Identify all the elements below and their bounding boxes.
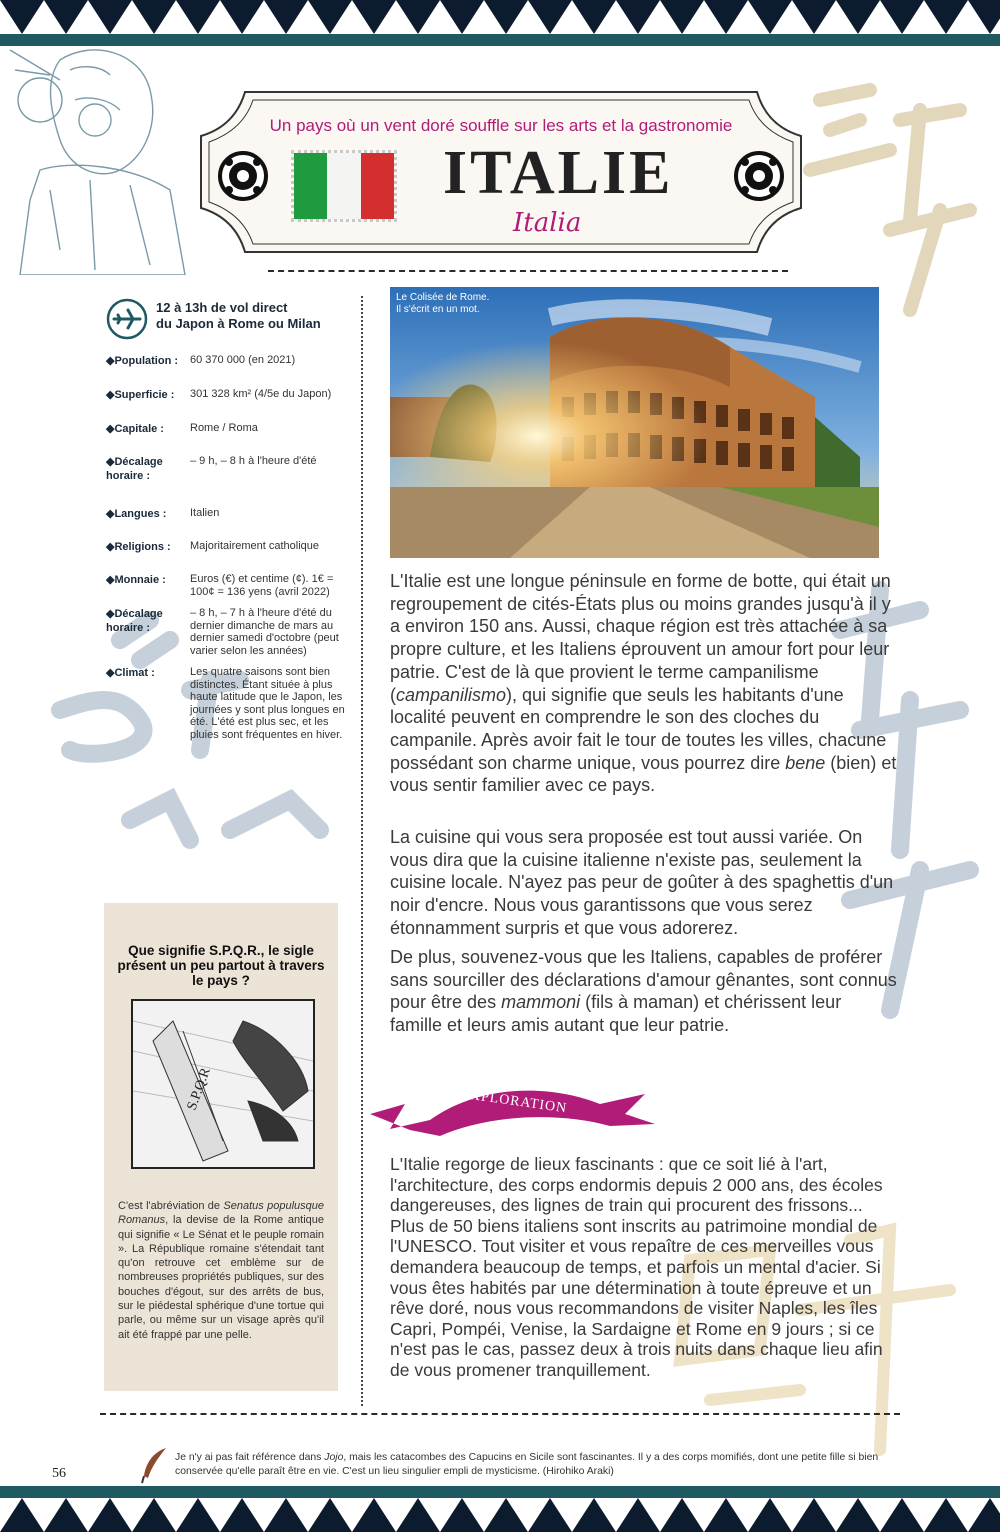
spqr-question: Que signifie S.P.Q.R., le sigle présent un peu partout à travers le pays ? [117, 943, 325, 988]
band-triangle [880, 0, 924, 34]
top-divider [268, 270, 788, 272]
paragraph-people [390, 946, 898, 1037]
band-triangle [440, 0, 484, 34]
quill-pen-icon [140, 1446, 170, 1484]
band-triangle [528, 1498, 572, 1532]
band-triangle [748, 0, 792, 34]
band-triangle [0, 1498, 44, 1532]
paragraph-geography [390, 570, 898, 797]
colosseum-image [390, 287, 879, 558]
photo-caption [396, 292, 489, 316]
photo-caption-line-1: Le Colisée de Rome. [396, 292, 490, 303]
page-title: ITALIE [443, 139, 674, 207]
band-triangle [308, 0, 352, 34]
band-triangle [440, 1498, 484, 1532]
fact-label: ◆Climat : [106, 667, 155, 679]
footnote-part: , mais les catacombes des Capucins en Sicile sont fascinantes. Il y a des corps momifiés, dont une petite fille si bien conservée qu'elle paraît être en vie. C'est un lieu singulier empli de mysticisme. (Hirohiko Araki) [175, 1452, 879, 1477]
band-triangle [484, 0, 528, 34]
band-triangle [396, 0, 440, 34]
fact-label: ◆Décalage horaire : [106, 608, 163, 634]
colosseum-photo [390, 287, 879, 558]
flag-red-stripe [361, 153, 394, 219]
band-triangle [704, 1498, 748, 1532]
fact-label: ◆Religions : [106, 541, 171, 553]
exploration-ribbon [370, 1074, 655, 1142]
fact-value: Les quatre saisons sont bien distinctes. Étant située à plus haute latitude que le Japon, les journées y sont plus longues en été. L'été est plus sec, et les pluies sont fréquentes en hiver. [190, 666, 345, 741]
paragraph-cuisine: La cuisine qui vous sera proposée est tout aussi variée. On vous dira que la cuisine italienne n'existe pas, seulement la cuisine locale. N'ayez pas peur de goûter à des spaghettis d'un noir d'encre. Nous vous garantissons que vous serez étonnamment surpris et que vous adorerez. [390, 827, 894, 938]
column-divider [361, 296, 363, 1406]
spqr-sidebar-box [104, 903, 338, 1391]
fact-value: Italien [190, 507, 220, 519]
fact-label: ◆Décalage horaire : [106, 456, 163, 482]
photo-caption-line-2: Il s'écrit en un mot. [396, 304, 480, 315]
band-triangle [836, 0, 880, 34]
paragraph-italic-term: mammoni [501, 992, 581, 1013]
page-number: 56 [52, 1466, 66, 1481]
bottom-divider [100, 1413, 900, 1415]
banner-subtitle: Un pays où un vent doré souffle sur les arts et la gastronomie [269, 116, 733, 135]
bottom-triangle-band [0, 1486, 1000, 1532]
band-triangle [748, 1498, 792, 1532]
band-triangle [616, 0, 660, 34]
band-triangle [968, 1498, 1000, 1532]
fact-label: ◆Langues : [106, 508, 167, 520]
band-triangle [88, 0, 132, 34]
band-triangle [396, 1498, 440, 1532]
band-triangle [528, 0, 572, 34]
band-triangle [924, 1498, 968, 1532]
band-triangle [176, 1498, 220, 1532]
band-triangle [352, 1498, 396, 1532]
band-triangle [88, 1498, 132, 1532]
fact-value: Majoritairement catholique [190, 540, 320, 552]
paragraph-italic-term: bene [785, 752, 826, 773]
band-stripe [0, 1486, 1000, 1498]
band-triangle [132, 0, 176, 34]
flight-text [156, 300, 356, 332]
band-triangle [484, 1498, 528, 1532]
paragraph-part: ), qui signifie que seuls les habitants d'une localité peuvent en comprendre le son des cloches du campanile. Après avoir fait le tour de toutes les villes, chacune possédant son charme unique, vous pourrez dire [390, 684, 887, 773]
fact-label: ◆Population : [106, 355, 179, 367]
fact-value: 60 370 000 (en 2021) [190, 354, 296, 366]
spqr-answer-start: C'est l'abréviation de [118, 1200, 224, 1212]
fact-value: – 8 h, – 7 h à l'heure d'été du dernier dimanche de mars au dernier samedi d'octobre (peut varier selon les années) [190, 607, 339, 657]
fact-value: Rome / Roma [190, 422, 258, 434]
band-triangle [352, 0, 396, 34]
band-triangle [924, 0, 968, 34]
band-triangle [264, 0, 308, 34]
footnote-italic: Jojo [324, 1452, 344, 1463]
band-triangle [572, 0, 616, 34]
page-title-italian: Italia [513, 208, 582, 238]
flag-green-stripe [294, 153, 327, 219]
band-triangle [880, 1498, 924, 1532]
footnote-part: Je n'y ai pas fait référence dans [175, 1452, 325, 1463]
band-triangle [836, 1498, 880, 1532]
band-triangle [308, 1498, 352, 1532]
band-triangle [44, 1498, 88, 1532]
band-triangle [132, 1498, 176, 1532]
band-triangle [792, 0, 836, 34]
band-triangle [660, 1498, 704, 1532]
band-triangle [0, 0, 44, 34]
airplane-icon [106, 298, 148, 340]
fact-value: Euros (€) et centime (¢). 1€ = 100¢ = 136 yens (avril 2022) [190, 573, 334, 598]
paragraph-italic-term: campanilismo [396, 684, 507, 705]
band-triangle [220, 0, 264, 34]
band-triangle [616, 1498, 660, 1532]
spqr-manga-panel [131, 999, 315, 1169]
author-footnote [175, 1451, 895, 1479]
spqr-manhole-illustration [133, 1001, 313, 1167]
band-triangle [176, 0, 220, 34]
paragraph-part: (bien) et vous sentir familier avec ce pays. [390, 752, 897, 796]
paragraph-exploration: L'Italie regorge de lieux fascinants : que ce soit lié à l'art, l'architecture, des corps endormis depuis 2 000 ans, des écoles dangereuses, des lignes de train qui procurent des frissons... Plus de 50 biens italiens sont inscrits au patrimoine mondial de l'UNESCO. Tout visiter et vous repaître de ces merveilles vous demandera beaucoup de temps, et parfois un mental d'acier. Si vous êtes habités par une détermination à toute épreuve et un rêve doré, nous vous recommandons de visiter Naples, les îles Capri, Pompéi, Venise, la Sardaigne et Rome en 9 jours ; si ce n'est pas le cas, passez deux à trois nuits dans chaque lieu afin de vous promener tranquillement. [390, 1154, 883, 1380]
flight-line-2: du Japon à Rome ou Milan [156, 316, 321, 331]
band-triangle [792, 1498, 836, 1532]
fact-value: – 9 h, – 8 h à l'heure d'été [190, 455, 317, 467]
band-triangle [660, 0, 704, 34]
paragraph-part: L'Italie est une longue péninsule en forme de botte, qui était un regroupement de cités-États plus ou moins grandes jusqu'à il y a environ 150 ans. Aussi, chaque région est très attachée à sa propre culture, et les Italiens éprouvent un amour fort pour leur patrie. C'est de là que provient le terme campanilisme ( [390, 571, 891, 705]
band-triangle [572, 1498, 616, 1532]
fact-value: 301 328 km² (4/5e du Japon) [190, 388, 332, 400]
spqr-answer [118, 1199, 324, 1342]
paragraph-part: (fils à maman) et chérissent leur famille et leurs amis autant que leur patrie. [390, 992, 842, 1036]
spqr-answer-latin: Senatus populusque Romanus [118, 1200, 324, 1227]
band-triangle [264, 1498, 308, 1532]
band-triangle [968, 0, 1000, 34]
italian-flag [291, 150, 397, 222]
emblem-right-icon [733, 150, 785, 202]
fact-label: ◆Capitale : [106, 423, 164, 435]
paragraph-part: De plus, souvenez-vous que les Italiens, capables de proférer sans sourciller des déclarations d'amour gênantes, sont connus pour être des [390, 947, 897, 1013]
spqr-answer-rest: , la devise de la Rome antique qui signifie « Le Sénat et le peuple romain ». La République romaine s'étendait tant qu'on retrouve cet emblème sur de nombreuses propriétés publiques, sur des bouches d'égout, sur des arrêts de bus, sur le piédestal sphérique d'une tortue qui parle, ou même sur un visage après qu'il ait été frappé par une pelle. [118, 1214, 324, 1341]
band-triangle [704, 0, 748, 34]
emblem-left-icon [217, 150, 269, 202]
fact-label: ◆Superficie : [106, 389, 175, 401]
title-banner [195, 86, 807, 258]
manga-character-illustration [0, 40, 200, 275]
band-triangle [44, 0, 88, 34]
fact-label: ◆Monnaie : [106, 574, 166, 586]
flight-line-1: 12 à 13h de vol direct [156, 300, 288, 315]
flag-white-stripe [327, 153, 360, 219]
exploration-label: EXPLORATION [459, 1086, 569, 1117]
spqr-image-label: S.P.Q.R [184, 1065, 214, 1113]
band-triangle [220, 1498, 264, 1532]
